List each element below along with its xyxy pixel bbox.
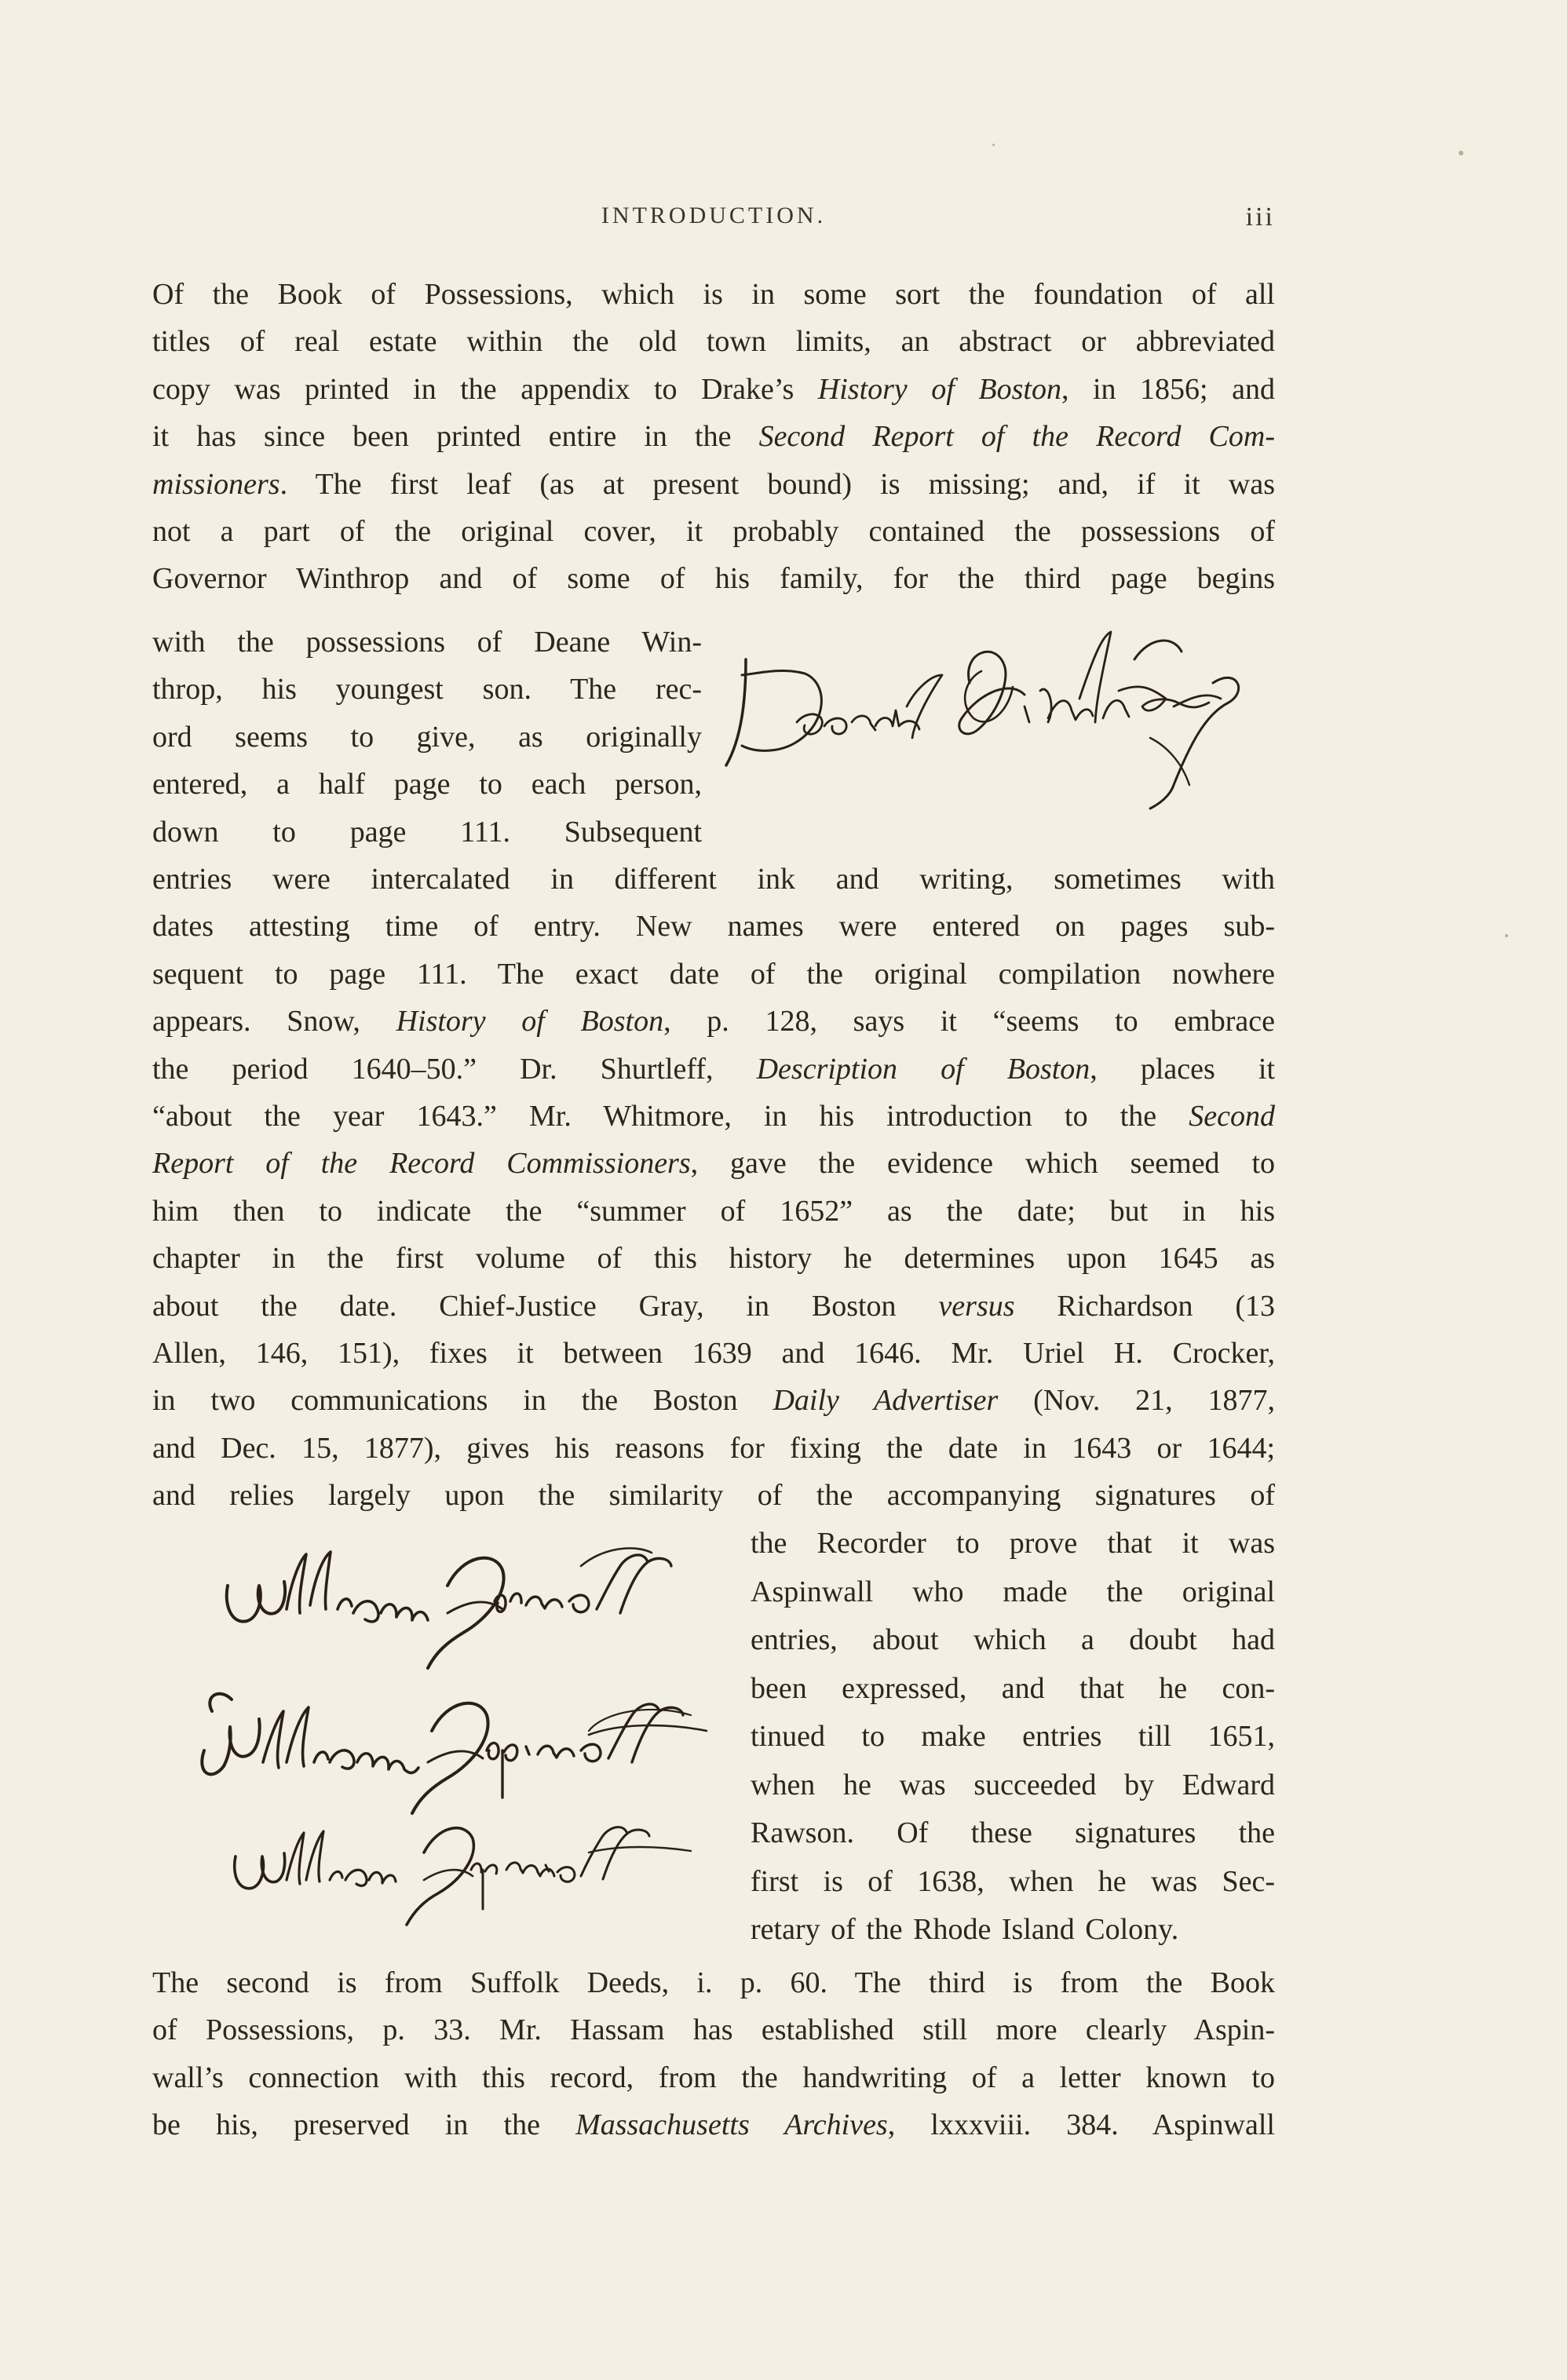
deane-winthrop-signature — [710, 628, 1276, 832]
text-line: “about the year 1643.” Mr. Whitmore, in his introduction to the Second — [152, 1100, 1275, 1133]
text-line: throp, his youngest son. The rec- — [152, 673, 702, 706]
text-line: in two communications in the Boston Daily Advertiser (Nov. 21, 1877, — [152, 1384, 1275, 1418]
italic-title: versus — [938, 1289, 1015, 1323]
italic-title: Massachusetts Archives — [575, 2108, 888, 2142]
aspinwall-signature-book-of-possessions — [220, 1813, 707, 1931]
text-line: entered, a half page to each person, — [152, 768, 702, 801]
text-line: down to page 111. Subsequent — [152, 815, 702, 849]
text-line: and relies largely upon the similarity of the accompanying signatures of — [152, 1479, 1275, 1513]
text-line: with the possessions of Deane Win- — [152, 626, 702, 659]
paper-speck — [1505, 934, 1508, 937]
text-line: retary of the Rhode Island Colony. — [751, 1913, 1179, 1946]
text-line: appears. Snow, History of Boston, p. 128, says it “seems to embrace — [152, 1005, 1275, 1039]
text-line: him then to indicate the “summer of 1652” as the date; but in his — [152, 1194, 1275, 1228]
text-line: missioners. The first leaf (as at present bound) is missing; and, if it was — [152, 467, 1275, 501]
paragraph-wrap-right — [751, 1520, 1275, 1955]
italic-title: missioners — [152, 467, 280, 501]
italic-title: Second — [1189, 1100, 1275, 1133]
italic-title: Daily Advertiser — [773, 1384, 999, 1418]
text-line: Allen, 146, 151), fixes it between 1639 and 1646. Mr. Uriel H. Crocker, — [152, 1337, 1275, 1371]
paragraph-closing — [152, 1959, 1275, 2149]
text-line: the period 1640–50.” Dr. Shurtleff, Description of Boston, places it — [152, 1052, 1275, 1086]
text-line: been expressed, and that he con- — [751, 1671, 1275, 1705]
text-line: Of the Book of Possessions, which is in some sort the foundation of all — [152, 278, 1275, 311]
page-number: iii — [1245, 203, 1275, 232]
text-line: copy was printed in the appendix to Drake’s History of Boston, in 1856; and — [152, 372, 1275, 406]
italic-title: Report of the Record Commissioners — [152, 1147, 691, 1181]
paper-speck — [992, 144, 995, 146]
aspinwall-signature-1638 — [212, 1539, 714, 1672]
italic-title: Description of Boston — [756, 1052, 1090, 1086]
text-line: dates attesting time of entry. New names were entered on pages sub- — [152, 910, 1275, 944]
italic-title: Second Report of the Record Com- — [758, 420, 1275, 454]
text-line: tinued to make entries till 1651, — [751, 1720, 1275, 1753]
paragraph-opening — [152, 271, 1275, 603]
text-line: be his, preserved in the Massachusetts Archives, lxxxviii. 384. Aspinwall — [152, 2108, 1275, 2142]
text-line: Governor Winthrop and of some of his family, for the third page begins — [152, 562, 1275, 596]
text-line: entries, about which a doubt had — [751, 1623, 1275, 1656]
text-line: the Recorder to prove that it was — [751, 1527, 1275, 1560]
text-line: sequent to page 111. The exact date of the original compilation nowhere — [152, 957, 1275, 991]
running-title: INTRODUCTION. — [601, 203, 827, 228]
text-line: when he was succeeded by Edward — [751, 1768, 1275, 1801]
text-line: Rawson. Of these signatures the — [751, 1816, 1275, 1849]
text-line: titles of real estate within the old town limits, an abstract or abbreviated — [152, 325, 1275, 359]
page-header — [152, 203, 1275, 242]
paragraph-wrap-left — [152, 619, 702, 856]
text-line: chapter in the first volume of this history he determines upon 1645 as — [152, 1242, 1275, 1276]
italic-title: History of Boston — [817, 372, 1061, 406]
text-line: it has since been printed entire in the Second Report of the Record Com- — [152, 420, 1275, 454]
paragraph-body — [152, 856, 1275, 1520]
text-line: The second is from Suffolk Deeds, i. p. 60. The third is from the Book — [152, 1966, 1275, 1999]
text-line: Aspinwall who made the original — [751, 1575, 1275, 1608]
italic-title: History of Boston — [396, 1005, 664, 1039]
text-line: wall’s connection with this record, from the handwriting of a letter known to — [152, 2061, 1275, 2094]
paper-speck — [1459, 151, 1463, 155]
text-line: not a part of the original cover, it probably contained the possessions of — [152, 515, 1275, 549]
text-line: and Dec. 15, 1877), gives his reasons for fixing the date in 1643 or 1644; — [152, 1431, 1275, 1465]
text-line: first is of 1638, when he was Sec- — [751, 1864, 1275, 1898]
text-line: entries were intercalated in different ink and writing, sometimes with — [152, 863, 1275, 896]
text-line: Report of the Record Commissioners, gave the evidence which seemed to — [152, 1147, 1276, 1181]
text-line: ord seems to give, as originally — [152, 720, 702, 754]
aspinwall-signature-suffolk-deeds — [181, 1688, 730, 1821]
text-line: of Possessions, p. 33. Mr. Hassam has established still more clearly Aspin- — [152, 2013, 1275, 2047]
text-line: about the date. Chief-Justice Gray, in Boston versus Richardson (13 — [152, 1289, 1276, 1323]
